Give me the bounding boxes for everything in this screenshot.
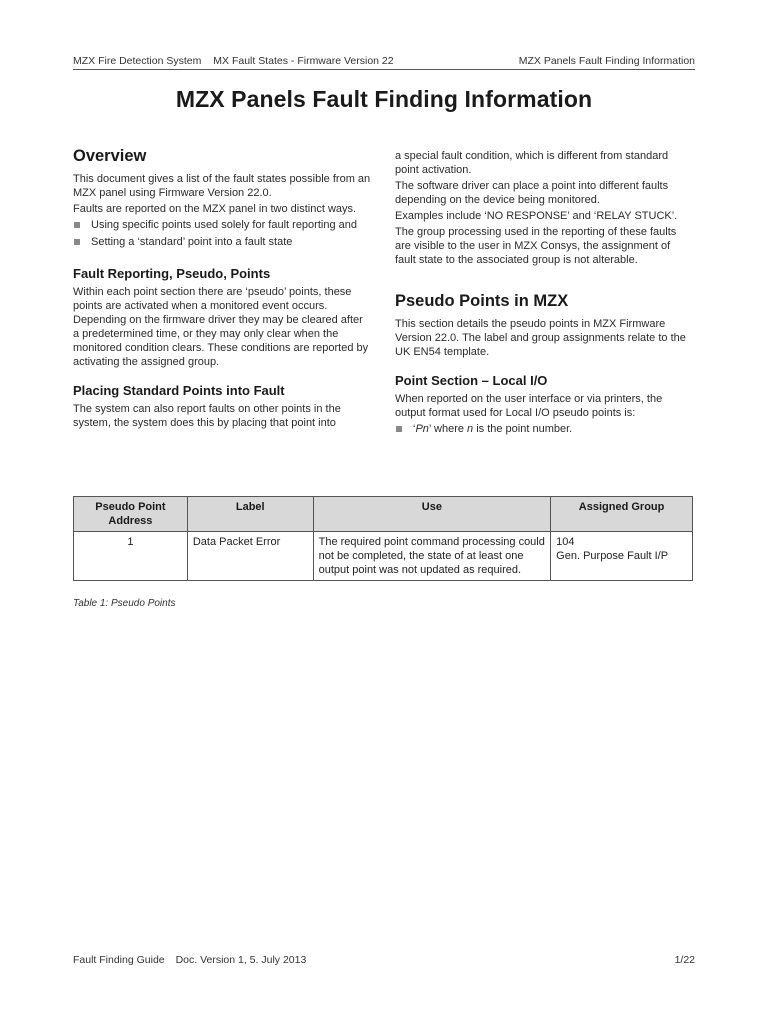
group-name: Gen. Purpose Fault I/P — [556, 550, 669, 562]
cell-use: The required point command processing could not be completed, the state of at least one output point was not updated as required. — [313, 532, 551, 581]
list-item-text: ‘Pn’ where n is the point number. — [413, 423, 573, 435]
list-item-text: Setting a ‘standard’ point into a fault state — [91, 236, 293, 248]
local-io-paragraph: When reported on the user interface or via printers, the output format used for Local I/O pseudo points is: — [395, 393, 663, 419]
square-bullet-icon — [396, 426, 402, 432]
examples-paragraph: Examples include ‘NO RESPONSE’ and ‘RELAY STUCK’. — [395, 210, 678, 222]
page-footer — [73, 954, 695, 966]
running-header — [73, 55, 695, 70]
footer-left — [73, 954, 314, 966]
cell-address: 1 — [74, 532, 188, 581]
overview-paragraph-2: Faults are reported on the MZX panel in two distinct ways. — [73, 203, 357, 215]
square-bullet-icon — [74, 222, 80, 228]
pseudo-points-paragraph: This section details the pseudo points in MZX Firmware Version 22.0. The label and group assignments relate to the UK EN54 template. — [395, 318, 686, 358]
footer-version: Doc. Version 1, 5. July 2013 — [175, 954, 307, 966]
table-header-row — [74, 497, 693, 532]
column-header-use: Use — [313, 497, 551, 532]
fault-reporting-paragraph: Within each point section there are ‘pseudo’ points, these points are activated when a monitored event occurs. Depending on the firmware driver they may be cleared after a predetermined time, or they may only clear when the monitored condition clears. These conditions are reported by activating the assigned group. — [73, 286, 369, 368]
list-item — [73, 218, 371, 232]
document-title: MZX Panels Fault Finding Information — [175, 86, 593, 112]
square-bullet-icon — [74, 239, 80, 245]
placing-standard-points-paragraph: The system can also report faults on other points in the system, the system does this by placing that point into — [73, 403, 341, 429]
pseudo-points-heading: Pseudo Points in MZX — [395, 292, 569, 310]
header-system: MZX Fire Detection System — [73, 55, 202, 67]
group-processing-paragraph: The group processing used in the reporting of these faults are visible to the user in MZX Consys, the assignment of fault state to the associated group is not alterable. — [395, 226, 677, 266]
placing-standard-points-heading: Placing Standard Points into Fault — [73, 383, 285, 398]
overview-paragraph-1: This document gives a list of the fault states possible from an MZX panel using Firmware Version 22.0. — [73, 173, 371, 199]
footer-guide: Fault Finding Guide — [73, 954, 165, 966]
running-header-left — [73, 55, 403, 67]
column-header-label: Label — [187, 497, 313, 532]
column-header-group: Assigned Group — [551, 497, 693, 532]
fault-reporting-heading: Fault Reporting, Pseudo, Points — [73, 266, 271, 281]
cell-assigned-group — [551, 532, 693, 581]
overview-heading: Overview — [73, 147, 147, 165]
header-subtitle: MX Fault States - Firmware Version 22 — [213, 55, 394, 67]
column-header-address: Pseudo Point Address — [74, 497, 188, 532]
software-driver-paragraph: The software driver can place a point into different faults depending on the device being monitored. — [395, 180, 669, 206]
pseudo-points-table — [73, 496, 693, 581]
local-io-bullet-list — [395, 422, 693, 436]
table-caption: Table 1: Pseudo Points — [73, 598, 176, 609]
group-number: 104 — [556, 536, 575, 548]
cell-label: Data Packet Error — [187, 532, 313, 581]
page-number: 1/22 — [674, 954, 695, 966]
local-io-heading: Point Section – Local I/O — [395, 373, 548, 388]
list-item — [395, 422, 693, 436]
left-column — [73, 146, 371, 432]
list-item-text: Using specific points used solely for fault reporting and — [91, 219, 357, 231]
list-item — [73, 235, 371, 249]
overview-bullet-list — [73, 218, 371, 249]
right-column — [395, 149, 693, 439]
header-right: MZX Panels Fault Finding Information — [518, 55, 695, 67]
table-row — [74, 532, 693, 581]
fault-condition-paragraph: a special fault condition, which is different from standard point activation. — [395, 150, 669, 176]
